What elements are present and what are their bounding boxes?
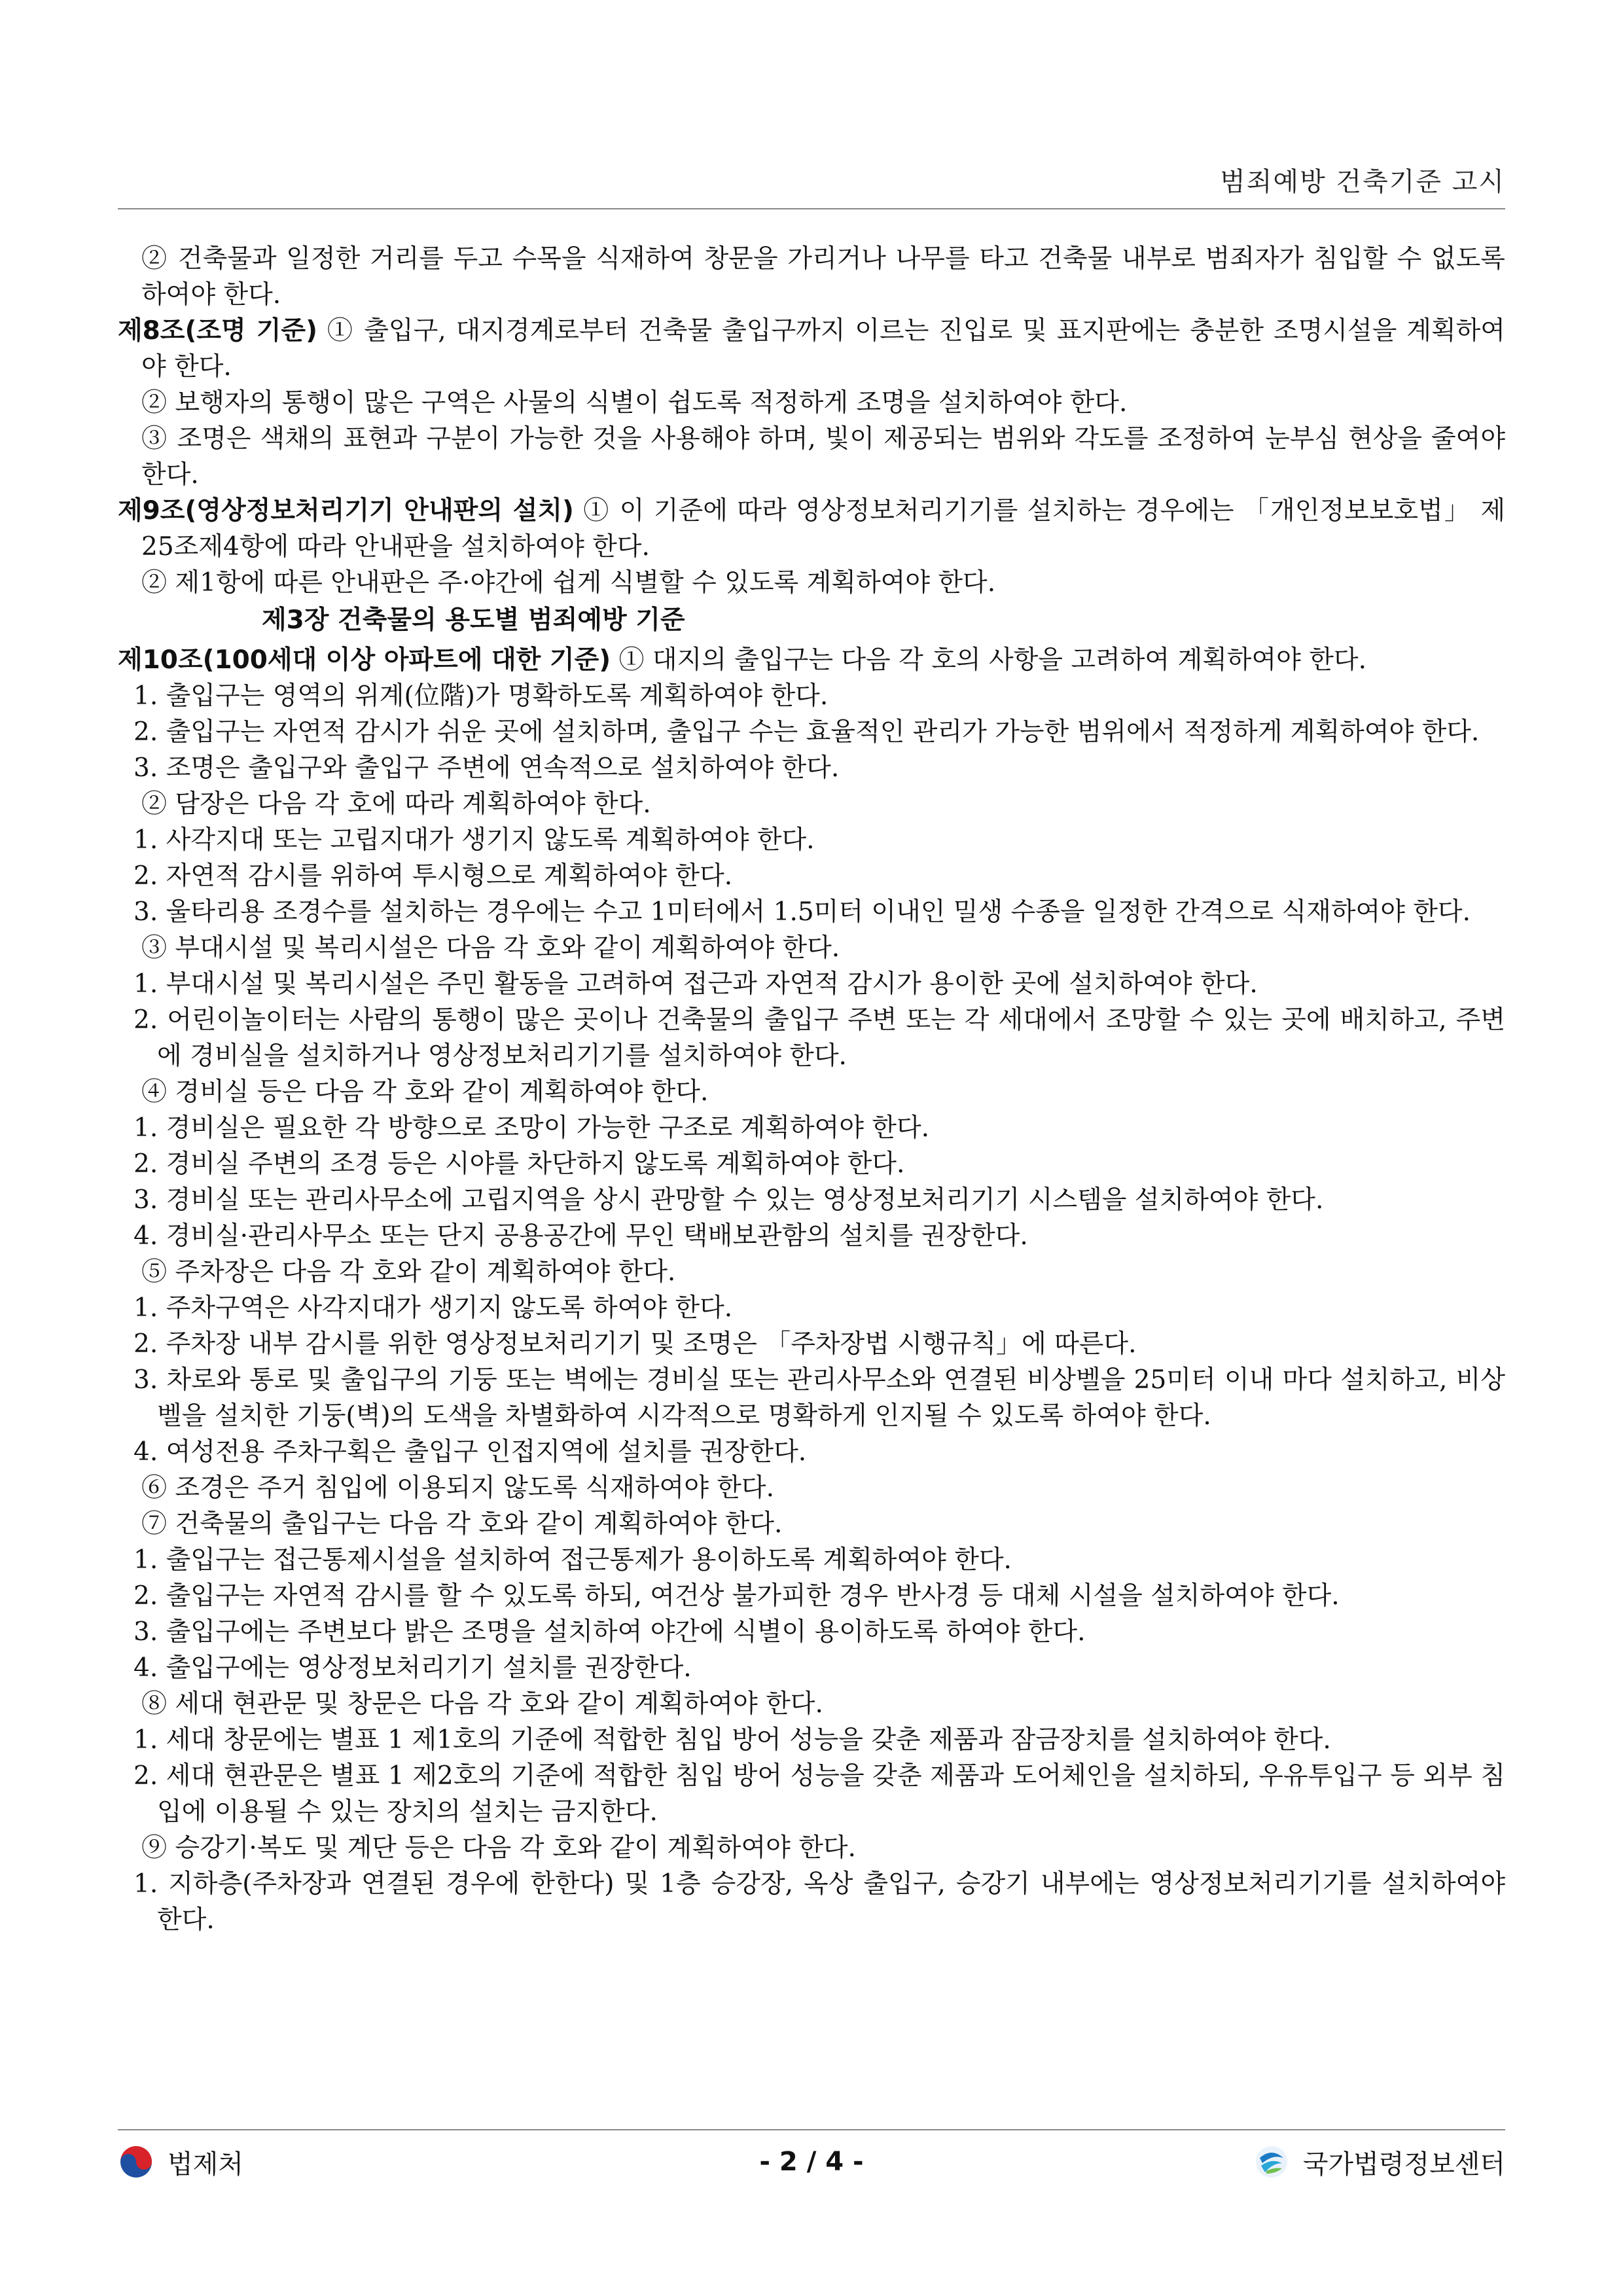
article-paragraph [118,642,1505,678]
article-text: ① 대지의 출입구는 다음 각 호의 사항을 고려하여 계획하여야 한다. [611,645,1366,675]
numbered-item: 2. 출입구는 자연적 감시가 쉬운 곳에 설치하며, 출입구 수는 효율적인 관리가 가능한 범위에서 적정하게 계획하여야 한다. [134,717,1480,747]
article-text: ① 출입구, 대지경계로부터 건축물 출입구까지 이르는 진입로 및 표지판에는 충분한 조명시설을 계획하여야 한다. [141,316,1505,382]
document-header-title: 범죄예방 건축기준 고시 [1220,167,1505,197]
numbered-item: 1. 경비실은 필요한 각 방향으로 조망이 가능한 구조로 계획하여야 한다. [134,1113,930,1143]
page-footer [118,2139,1505,2185]
article-title: 제8조(조명 기준) [118,316,317,346]
footer-right [1253,2144,1505,2181]
numbered-item: 4. 여성전용 주차구획은 출입구 인접지역에 설치를 권장한다. [134,1437,807,1467]
numbered-item: 3. 조명은 출입구와 출입구 주변에 연속적으로 설치하여야 한다. [134,753,840,783]
numbered-item: 1. 사각지대 또는 고립지대가 생기지 않도록 계획하여야 한다. [134,825,815,855]
numbered-item: 1. 지하층(주차장과 연결된 경우에 한한다) 및 1층 승강장, 옥상 출입구, 승강기 내부에는 영상정보처리기기를 설치하여야 한다. [134,1869,1505,1935]
law-center-logo-icon [1253,2144,1290,2180]
footer-agency-name: 법제처 [168,2149,243,2179]
numbered-item: 1. 출입구는 영역의 위계(位階)가 명확하도록 계획하여야 한다. [134,681,829,711]
numbered-item: 1. 부대시설 및 복리시설은 주민 활동을 고려하여 접근과 자연적 감시가 용이한 곳에 설치하여야 한다. [134,969,1258,999]
numbered-item: 2. 어린이놀이터는 사람의 통행이 많은 곳이나 건축물의 출입구 주변 또는 각 세대에서 조망할 수 있는 곳에 배치하고, 주변에 경비실을 설치하거나 영상정보처리기기를 설치하여야 한다. [134,1005,1505,1071]
paragraph-clause: ⑦ 건축물의 출입구는 다음 각 호와 같이 계획하여야 한다. [141,1509,783,1539]
numbered-item: 2. 주차장 내부 감시를 위한 영상정보처리기기 및 조명은 「주차장법 시행규칙」에 따른다. [134,1329,1137,1359]
article-title: 제9조(영상정보처리기기 안내판의 설치) [118,496,574,526]
paragraph-clause: ② 제1항에 따른 안내판은 주·야간에 쉽게 식별할 수 있도록 계획하여야 한다. [141,568,996,598]
paragraph-clause: ③ 조명은 색채의 표현과 구분이 가능한 것을 사용해야 하며, 빛이 제공되는 범위와 각도를 조정하여 눈부심 현상을 줄여야 한다. [141,424,1505,490]
numbered-item: 3. 경비실 또는 관리사무소에 고립지역을 상시 관망할 수 있는 영상정보처리기기 시스템을 설치하여야 한다. [134,1185,1324,1215]
header-divider [118,208,1505,209]
numbered-item: 2. 세대 현관문은 별표 1 제2호의 기준에 적합한 침입 방어 성능을 갖춘 제품과 도어체인을 설치하되, 우유투입구 등 외부 침입에 이용될 수 있는 장치의 설치는 금지한다. [134,1761,1505,1827]
numbered-item: 3. 울타리용 조경수를 설치하는 경우에는 수고 1미터에서 1.5미터 이내인 밀생 수종을 일정한 간격으로 식재하여야 한다. [134,897,1471,927]
numbered-item: 1. 세대 창문에는 별표 1 제1호의 기준에 적합한 침입 방어 성능을 갖춘 제품과 잠금장치를 설치하여야 한다. [134,1725,1331,1755]
paragraph-clause: ⑥ 조경은 주거 침입에 이용되지 않도록 식재하여야 한다. [141,1473,775,1503]
paragraph-clause: ② 건축물과 일정한 거리를 두고 수목을 식재하여 창문을 가리거나 나무를 타고 건축물 내부로 범죄자가 침입할 수 없도록 하여야 한다. [141,244,1505,310]
numbered-item: 2. 경비실 주변의 조경 등은 시야를 차단하지 않도록 계획하여야 한다. [134,1149,905,1179]
page-number: - 2 / 4 - [759,2147,864,2177]
paragraph-clause: ⑨ 승강기·복도 및 계단 등은 다음 각 호와 같이 계획하여야 한다. [141,1833,856,1863]
numbered-item: 1. 출입구는 접근통제시설을 설치하여 접근통제가 용이하도록 계획하여야 한다. [134,1545,1012,1575]
footer-left [118,2144,243,2181]
article-text: ① 이 기준에 따라 영상정보처리기기를 설치하는 경우에는 「개인정보보호법」 제25조제4항에 따라 안내판을 설치하여야 한다. [141,496,1506,562]
article-title: 제10조(100세대 이상 아파트에 대한 기준) [118,645,611,675]
paragraph-clause: ⑧ 세대 현관문 및 창문은 다음 각 호와 같이 계획하여야 한다. [141,1689,823,1719]
numbered-item: 4. 경비실·관리사무소 또는 단지 공용공간에 무인 택배보관함의 설치를 권장한다. [134,1221,1028,1251]
paragraph-clause: ⑤ 주차장은 다음 각 호와 같이 계획하여야 한다. [141,1257,676,1287]
numbered-item: 2. 출입구는 자연적 감시를 할 수 있도록 하되, 여건상 불가피한 경우 반사경 등 대체 시설을 설치하여야 한다. [134,1581,1340,1611]
numbered-item: 3. 차로와 통로 및 출입구의 기둥 또는 벽에는 경비실 또는 관리사무소와 연결된 비상벨을 25미터 이내 마다 설치하고, 비상벨을 설치한 기둥(벽)의 도색을 차별화하여 시각적으로 명확하게 인지될 수 있도록 하여야 한다. [134,1365,1505,1431]
footer-center-name: 국가법령정보센터 [1302,2149,1505,2179]
numbered-item: 4. 출입구에는 영상정보처리기기 설치를 권장한다. [134,1653,692,1683]
paragraph-clause: ② 보행자의 통행이 많은 구역은 사물의 식별이 쉽도록 적정하게 조명을 설치하여야 한다. [141,388,1128,418]
document-body [118,241,1505,1938]
paragraph-clause: ③ 부대시설 및 복리시설은 다음 각 호와 같이 계획하여야 한다. [141,933,840,963]
article-paragraph [118,313,1505,385]
chapter-heading: 제3장 건축물의 용도별 범죄예방 기준 [262,605,685,635]
numbered-item: 2. 자연적 감시를 위하여 투시형으로 계획하여야 한다. [134,861,733,891]
numbered-item: 1. 주차구역은 사각지대가 생기지 않도록 하여야 한다. [134,1293,733,1323]
footer-divider [118,2129,1505,2130]
numbered-item: 3. 출입구에는 주변보다 밝은 조명을 설치하여 야간에 식별이 용이하도록 하여야 한다. [134,1617,1086,1647]
paragraph-clause: ② 담장은 다음 각 호에 따라 계획하여야 한다. [141,789,651,819]
paragraph-clause: ④ 경비실 등은 다음 각 호와 같이 계획하여야 한다. [141,1077,709,1107]
article-paragraph [118,493,1505,565]
taegeuk-logo-icon [118,2144,154,2180]
